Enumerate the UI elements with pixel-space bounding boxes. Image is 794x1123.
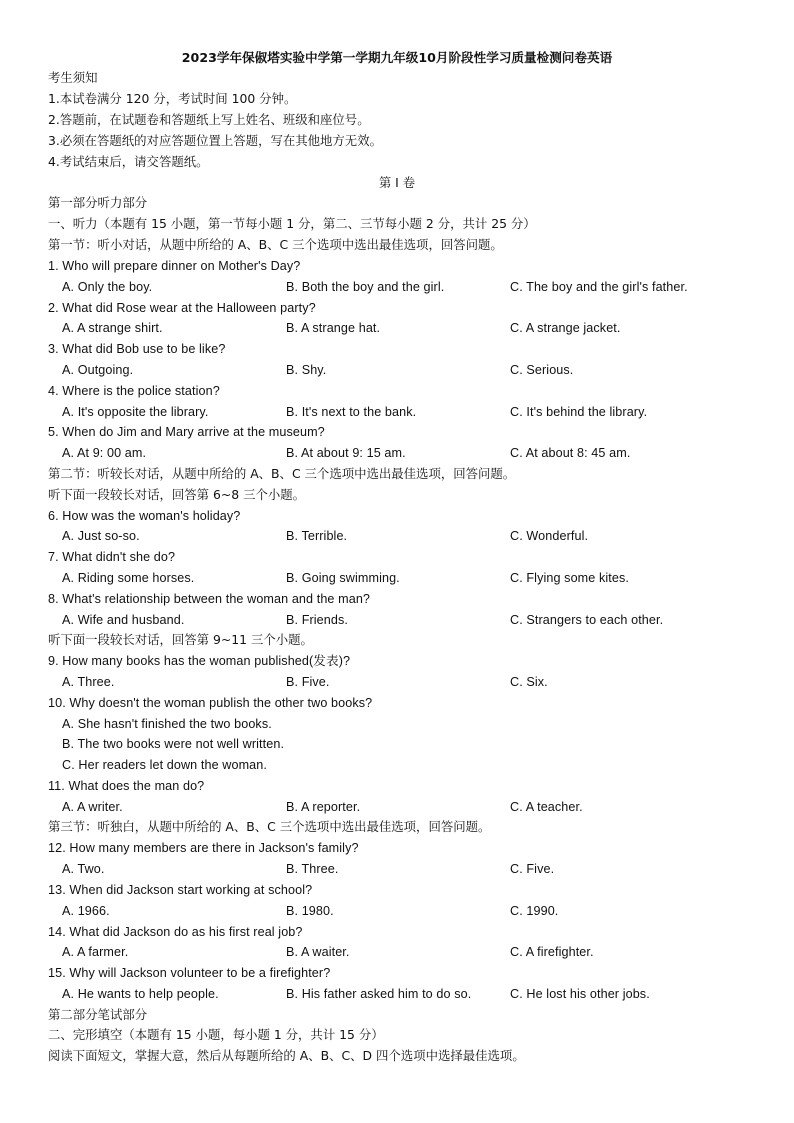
option-c: C. Serious.	[510, 363, 574, 377]
option-c: C. A teacher.	[510, 800, 583, 814]
option-c: C. Six.	[510, 675, 548, 689]
option-c: C. The boy and the girl's father.	[510, 280, 688, 294]
option-a: A. Two.	[62, 862, 105, 876]
option-c: C. A firefighter.	[510, 945, 594, 959]
notice-item: 4.考试结束后，请交答题纸。	[48, 154, 209, 169]
section3-instruction: 第三节：听独白，从题中所给的 A、B、C 三个选项中选出最佳选项，回答问题。	[48, 819, 491, 834]
option-b: B. Terrible.	[286, 529, 348, 543]
question: 14. What did Jackson do as his first real job?	[48, 925, 303, 939]
page-title: 2023学年保俶塔实验中学第一学期九年级10月阶段性学习质量检测问卷英语	[181, 50, 613, 65]
question: 11. What does the man do?	[48, 779, 205, 793]
option-a: A. Just so-so.	[62, 529, 140, 543]
option-a: A. Outgoing.	[62, 363, 134, 377]
option-c: C. 1990.	[510, 904, 559, 918]
dialog1-intro: 听下面一段较长对话，回答第 6~8 三个小题。	[48, 487, 306, 502]
option-c: C. Five.	[510, 862, 555, 876]
option-c: C. Flying some kites.	[510, 571, 629, 585]
volume-label: 第 I 卷	[378, 175, 416, 190]
option-a: A. A farmer.	[62, 945, 129, 959]
option-b: B. Shy.	[286, 363, 327, 377]
part2-heading: 第二部分笔试部分	[48, 1007, 148, 1022]
part1-heading: 第一部分听力部分	[48, 195, 148, 210]
option-b: B. 1980.	[286, 904, 334, 918]
notice-heading: 考生须知	[48, 70, 98, 85]
notice-item: 1.本试卷满分 120 分，考试时间 100 分钟。	[48, 91, 297, 106]
option-c: C. Her readers let down the woman.	[62, 758, 267, 772]
question: 8. What's relationship between the woman and the man?	[48, 592, 371, 606]
option-b: B. Going swimming.	[286, 571, 400, 585]
option-a: A. He wants to help people.	[62, 987, 219, 1001]
question: 6. How was the woman's holiday?	[48, 509, 241, 523]
part2-section: 二、完形填空（本题有 15 小题，每小题 1 分，共计 15 分）	[48, 1027, 384, 1042]
option-a: A. Riding some horses.	[62, 571, 195, 585]
option-c: C. A strange jacket.	[510, 321, 621, 335]
option-a: A. Three.	[62, 675, 115, 689]
question: 13. When did Jackson start working at school?	[48, 883, 313, 897]
notice-item: 2.答题前，在试题卷和答题纸上写上姓名、班级和座位号。	[48, 112, 370, 127]
option-a: A. Only the boy.	[62, 280, 153, 294]
question: 3. What did Bob use to be like?	[48, 342, 226, 356]
option-b: B. It's next to the bank.	[286, 405, 417, 419]
question: 10. Why doesn't the woman publish the other two books?	[48, 696, 373, 710]
option-a: A. Wife and husband.	[62, 613, 185, 627]
option-b: B. Friends.	[286, 613, 348, 627]
option-b: B. Three.	[286, 862, 339, 876]
notice-item: 3.必须在答题纸的对应答题位置上答题，写在其他地方无效。	[48, 133, 382, 148]
option-c: C. He lost his other jobs.	[510, 987, 650, 1001]
section1-instruction: 第一节：听小对话，从题中所给的 A、B、C 三个选项中选出最佳选项，回答问题。	[48, 237, 503, 252]
option-b: B. The two books were not well written.	[62, 737, 285, 751]
option-a: A. A strange shirt.	[62, 321, 163, 335]
option-a: A. A writer.	[62, 800, 123, 814]
part2-instruction: 阅读下面短文，掌握大意，然后从每题所给的 A、B、C、D 四个选项中选择最佳选项。	[48, 1048, 525, 1063]
option-b: B. At about 9: 15 am.	[286, 446, 406, 460]
option-b: B. A strange hat.	[286, 321, 381, 335]
question: 7. What didn't she do?	[48, 550, 176, 564]
option-c: C. Wonderful.	[510, 529, 589, 543]
option-b: B. Five.	[286, 675, 330, 689]
question: 5. When do Jim and Mary arrive at the museum?	[48, 425, 325, 439]
option-b: B. A reporter.	[286, 800, 361, 814]
question: 9. How many books has the woman published(发表)?	[48, 654, 351, 668]
question: 12. How many members are there in Jackson's family?	[48, 841, 359, 855]
option-a: A. At 9: 00 am.	[62, 446, 147, 460]
question: 15. Why will Jackson volunteer to be a firefighter?	[48, 966, 331, 980]
option-b: B. His father asked him to do so.	[286, 987, 472, 1001]
option-a: A. It's opposite the library.	[62, 405, 209, 419]
option-b: B. A waiter.	[286, 945, 350, 959]
option-b: B. Both the boy and the girl.	[286, 280, 445, 294]
question: 2. What did Rose wear at the Halloween party?	[48, 301, 316, 315]
dialog2-intro: 听下面一段较长对话，回答第 9~11 三个小题。	[48, 632, 313, 647]
question: 1. Who will prepare dinner on Mother's Day?	[48, 259, 301, 273]
option-a: A. She hasn't finished the two books.	[62, 717, 272, 731]
option-c: C. It's behind the library.	[510, 405, 648, 419]
question: 4. Where is the police station?	[48, 384, 220, 398]
option-c: C. Strangers to each other.	[510, 613, 664, 627]
option-c: C. At about 8: 45 am.	[510, 446, 631, 460]
section2-instruction: 第二节：听较长对话，从题中所给的 A、B、C 三个选项中选出最佳选项，回答问题。	[48, 466, 516, 481]
option-a: A. 1966.	[62, 904, 110, 918]
part1-section: 一、听力（本题有 15 小题，第一节每小题 1 分，第二、三节每小题 2 分，共计 25 分）	[48, 216, 536, 231]
